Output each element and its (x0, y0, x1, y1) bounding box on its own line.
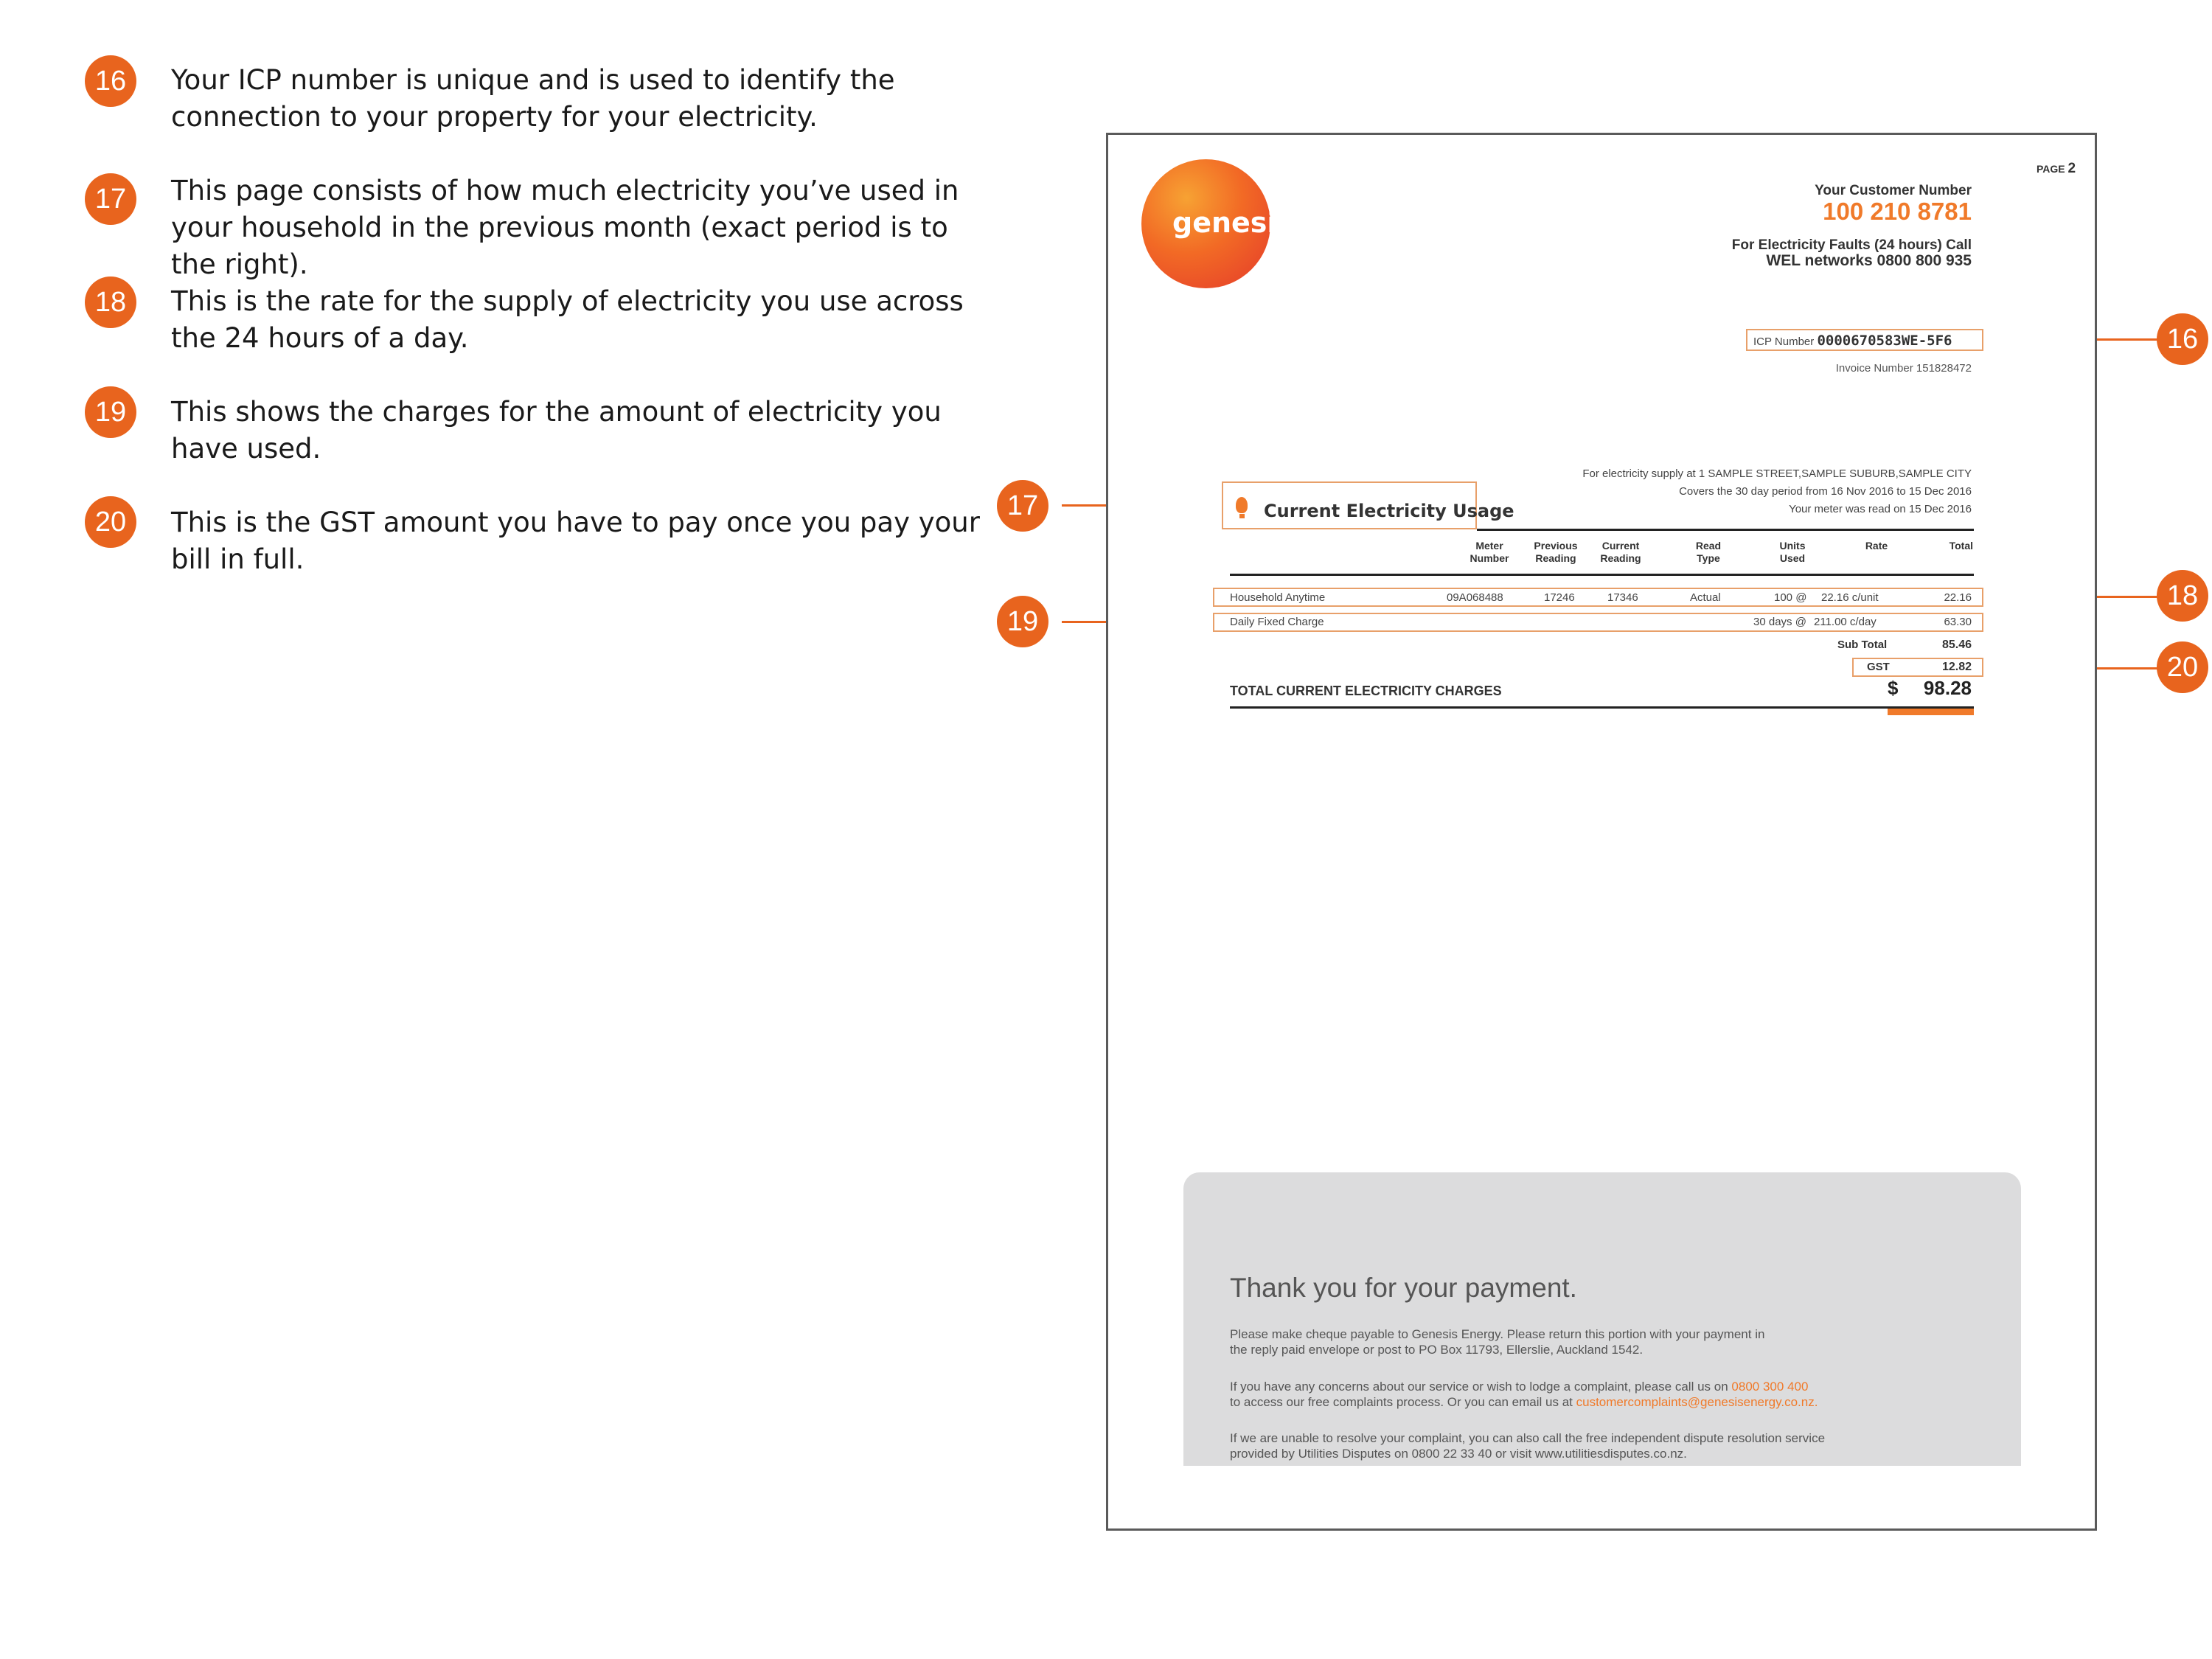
genesis-logo (1141, 159, 1294, 288)
period-line: Covers the 30 day period from 16 Nov 2016 to 15 Dec 2016 (1679, 485, 1972, 498)
footer-p2-line2: to access our free complaints process. Or you can email us at (1230, 1395, 1573, 1409)
row2-total: 63.30 (1944, 616, 1972, 628)
note-number-16: 16 (85, 55, 136, 107)
icp-label: ICP Number (1753, 335, 1815, 348)
faults-line-2: WEL networks 0800 800 935 (1766, 252, 1972, 269)
invoice-label: Invoice Number (1835, 362, 1913, 375)
lightbulb-base (1239, 514, 1245, 518)
row2-rate: 211.00 c/day (1814, 616, 1877, 628)
col-read-type: Read Type (1695, 540, 1722, 564)
note-number-19: 19 (85, 386, 136, 438)
complaints-email-link[interactable]: customercomplaints@genesisenergy.co.nz. (1576, 1395, 1818, 1409)
subtotal-label: Sub Total (1837, 639, 1888, 651)
footer-p1-line2: the reply paid envelope or post to PO Box 11793, Ellerslie, Auckland 1542. (1230, 1343, 1644, 1357)
title-underline (1477, 529, 1974, 531)
col-meter-number: Meter Number (1470, 540, 1509, 564)
row1-units: 100 @ (1774, 591, 1807, 604)
customer-number: 100 210 8781 (1823, 198, 1972, 225)
footer-p3-line1: If we are unable to resolve your complaint, you can also call the free independent dispute resolution service (1230, 1431, 1826, 1445)
invoice-field (1836, 362, 1972, 375)
callout-16: 16 (2157, 313, 2208, 365)
note-text-16: Your ICP number is unique and is used to identify the connection to your property for your electricity. (171, 64, 895, 133)
row1-read-type: Actual (1690, 591, 1721, 604)
note-text-20: This is the GST amount you have to pay once you pay your bill in full. (171, 507, 980, 575)
footer-heading: Thank you for your payment. (1230, 1273, 1577, 1303)
footer-p1-line1: Please make cheque payable to Genesis Energy. Please return this portion with your payment in (1230, 1327, 1765, 1341)
col-units-used: Units Used (1779, 540, 1806, 564)
footer-p3-line2: provided by Utilities Disputes on 0800 22 33 40 or visit www.utilitiesdisputes.co.nz. (1230, 1447, 1687, 1461)
row2-label: Daily Fixed Charge (1230, 616, 1324, 628)
meter-read-line: Your meter was read on 15 Dec 2016 (1789, 503, 1972, 515)
gst-label: GST (1867, 661, 1890, 673)
col-previous-reading: Previous Reading (1534, 540, 1578, 564)
footer-paragraph-1 (1230, 1326, 1764, 1357)
col-total: Total (1949, 540, 1973, 552)
total-label: TOTAL CURRENT ELECTRICITY CHARGES (1230, 684, 1502, 698)
callout-17: 17 (997, 480, 1048, 532)
invoice-number: 151828472 (1916, 362, 1972, 375)
note-text-18: This is the rate for the supply of electricity you use across the 24 hours of a day. (171, 285, 964, 354)
footer-paragraph-3 (1230, 1430, 1825, 1461)
note-text-17: This page consists of how much electricity you’ve used in your household in the previous month (exact period is to the right). (171, 175, 959, 280)
footer-paragraph-2 (1230, 1379, 1818, 1410)
row1-meter: 09A068488 (1447, 591, 1503, 604)
complaints-phone-link[interactable]: 0800 300 400 (1731, 1380, 1809, 1394)
row1-label: Household Anytime (1230, 591, 1326, 604)
section-title: Current Electricity Usage (1264, 501, 1514, 521)
icp-field (1753, 333, 1952, 349)
callout-19: 19 (997, 596, 1048, 647)
total-rule (1230, 706, 1974, 709)
col-current-reading: Current Reading (1600, 540, 1641, 564)
callout-18: 18 (2157, 570, 2208, 622)
gst-value: 12.82 (1941, 661, 1972, 673)
row1-total: 22.16 (1944, 591, 1972, 604)
row1-current: 17346 (1607, 591, 1638, 604)
page-label: PAGE 2 (2037, 161, 2076, 176)
subtotal-value: 85.46 (1941, 639, 1972, 651)
faults-line-1: For Electricity Faults (24 hours) Call (1731, 237, 1972, 253)
currency-symbol: $ (1888, 677, 1899, 699)
total-accent-bar (1888, 709, 1974, 715)
note-number-18: 18 (85, 276, 136, 328)
header-rule (1230, 574, 1974, 576)
footer-p2-line1: If you have any concerns about our service or wish to lodge a complaint, please call us on (1230, 1380, 1728, 1394)
icp-number: 0000670583WE-5F6 (1817, 333, 1952, 349)
note-number-20: 20 (85, 496, 136, 548)
row2-units: 30 days @ (1753, 616, 1806, 628)
genesis-logo-text: genesis (1172, 206, 1294, 239)
supply-line: For electricity supply at 1 SAMPLE STREET,SAMPLE SUBURB,SAMPLE CITY (1582, 467, 1972, 480)
col-rate: Rate (1865, 540, 1888, 552)
callout-20: 20 (2157, 641, 2208, 693)
total-value: 98.28 (1923, 677, 1972, 699)
note-number-17: 17 (85, 173, 136, 225)
customer-number-label: Your Customer Number (1815, 183, 1972, 198)
payment-footer (1183, 1172, 2021, 1466)
row1-previous: 17246 (1544, 591, 1575, 604)
note-text-19: This shows the charges for the amount of electricity you have used. (171, 396, 942, 465)
row1-rate: 22.16 c/unit (1821, 591, 1879, 604)
lightbulb-icon (1236, 497, 1248, 513)
